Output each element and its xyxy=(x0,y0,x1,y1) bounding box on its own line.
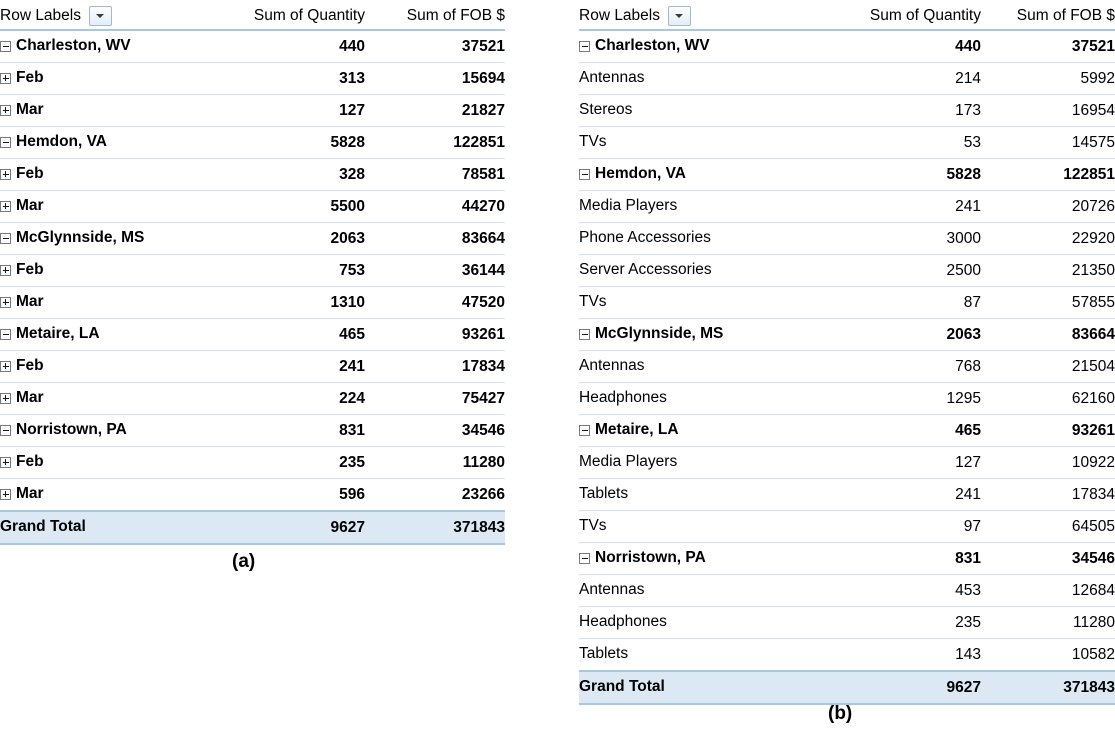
collapse-icon[interactable] xyxy=(579,41,590,52)
fob-cell: 37521 xyxy=(365,30,505,63)
row-label-text: Grand Total xyxy=(0,518,86,536)
row-label-text: Metaire, LA xyxy=(16,325,100,343)
pivot-b-header-row xyxy=(579,2,1115,30)
table-row xyxy=(579,30,1115,63)
table-row xyxy=(579,63,1115,95)
quantity-cell: 5828 xyxy=(200,127,365,159)
pivot-table-a xyxy=(0,2,505,545)
fob-cell: 44270 xyxy=(365,191,505,223)
expand-icon[interactable] xyxy=(0,361,11,372)
row-label-cell xyxy=(579,671,809,704)
table-row xyxy=(0,383,505,415)
quantity-cell: 5500 xyxy=(200,191,365,223)
row-label-cell xyxy=(579,415,809,447)
row-label-text: Metaire, LA xyxy=(595,421,679,439)
table-row xyxy=(0,127,505,159)
row-label-cell xyxy=(579,383,809,415)
row-label-text: Tablets xyxy=(579,645,629,663)
fob-cell: 16954 xyxy=(981,95,1115,127)
row-label-cell xyxy=(579,223,809,255)
row-labels-header-cell xyxy=(579,2,809,30)
table-row xyxy=(0,223,505,255)
fob-header-cell: Sum of FOB $ xyxy=(365,2,505,30)
fob-cell: 122851 xyxy=(365,127,505,159)
quantity-cell: 53 xyxy=(809,127,981,159)
row-label-text: McGlynnside, MS xyxy=(595,325,724,343)
row-label-text: Headphones xyxy=(579,613,667,631)
row-label-cell xyxy=(579,447,809,479)
fob-cell: 14575 xyxy=(981,127,1115,159)
row-label-text: Grand Total xyxy=(579,678,665,696)
table-row xyxy=(579,319,1115,351)
row-label-text: Mar xyxy=(16,101,44,119)
quantity-cell: 127 xyxy=(200,95,365,127)
quantity-cell: 1295 xyxy=(809,383,981,415)
quantity-cell: 224 xyxy=(200,383,365,415)
row-label-text: TVs xyxy=(579,293,607,311)
quantity-cell: 328 xyxy=(200,159,365,191)
fob-cell: 21827 xyxy=(365,95,505,127)
row-label-cell xyxy=(579,95,809,127)
quantity-cell: 241 xyxy=(200,351,365,383)
fob-cell: 23266 xyxy=(365,479,505,512)
quantity-cell: 831 xyxy=(200,415,365,447)
quantity-header-cell: Sum of Quantity xyxy=(200,2,365,30)
fob-cell: 62160 xyxy=(981,383,1115,415)
row-label-text: Phone Accessories xyxy=(579,229,711,247)
table-row xyxy=(579,287,1115,319)
quantity-cell: 596 xyxy=(200,479,365,512)
fob-cell: 15694 xyxy=(365,63,505,95)
quantity-cell: 2063 xyxy=(200,223,365,255)
row-label-text: Norristown, PA xyxy=(16,421,127,439)
row-label-cell xyxy=(579,319,809,351)
table-row xyxy=(0,351,505,383)
collapse-icon[interactable] xyxy=(579,553,590,564)
row-label-cell xyxy=(579,30,809,63)
row-label-cell xyxy=(579,479,809,511)
pivot-b-body xyxy=(579,2,1115,704)
quantity-cell: 5828 xyxy=(809,159,981,191)
row-label-cell xyxy=(0,159,200,191)
fob-cell: 20726 xyxy=(981,191,1115,223)
row-label-cell xyxy=(0,223,200,255)
quantity-cell: 753 xyxy=(200,255,365,287)
expand-icon[interactable] xyxy=(0,265,11,276)
quantity-cell: 235 xyxy=(809,607,981,639)
row-label-cell xyxy=(579,543,809,575)
row-label-text: Hemdon, VA xyxy=(595,165,686,183)
fob-cell: 75427 xyxy=(365,383,505,415)
quantity-cell: 465 xyxy=(809,415,981,447)
quantity-cell: 9627 xyxy=(809,671,981,704)
fob-cell: 57855 xyxy=(981,287,1115,319)
fob-cell: 34546 xyxy=(981,543,1115,575)
row-label-cell xyxy=(579,607,809,639)
row-label-cell xyxy=(0,63,200,95)
quantity-cell: 2063 xyxy=(809,319,981,351)
figure-caption-a: (a) xyxy=(232,551,256,572)
quantity-cell: 313 xyxy=(200,63,365,95)
filter-dropdown-icon[interactable] xyxy=(668,6,691,26)
row-label-text: Tablets xyxy=(579,485,629,503)
row-label-text: Feb xyxy=(16,261,44,279)
row-label-text: Media Players xyxy=(579,197,678,215)
quantity-cell: 440 xyxy=(809,30,981,63)
row-labels-header-cell xyxy=(0,2,200,30)
table-row xyxy=(579,415,1115,447)
row-label-text: Antennas xyxy=(579,581,645,599)
row-label-cell xyxy=(0,319,200,351)
fob-cell: 83664 xyxy=(365,223,505,255)
quantity-cell: 87 xyxy=(809,287,981,319)
row-label-text: Charleston, WV xyxy=(16,37,131,55)
table-row xyxy=(0,415,505,447)
collapse-icon[interactable] xyxy=(0,137,11,148)
row-label-text: Stereos xyxy=(579,101,633,119)
row-label-cell xyxy=(579,127,809,159)
fob-cell: 78581 xyxy=(365,159,505,191)
table-row xyxy=(579,511,1115,543)
collapse-icon[interactable] xyxy=(579,329,590,340)
table-row xyxy=(579,639,1115,672)
table-row xyxy=(579,447,1115,479)
row-label-cell xyxy=(0,255,200,287)
row-label-cell xyxy=(579,287,809,319)
table-row xyxy=(0,63,505,95)
table-row xyxy=(579,127,1115,159)
table-row xyxy=(579,383,1115,415)
row-label-cell xyxy=(0,30,200,63)
table-row xyxy=(579,351,1115,383)
row-label-cell xyxy=(579,639,809,672)
expand-icon[interactable] xyxy=(0,489,11,500)
table-row xyxy=(0,30,505,63)
quantity-cell: 768 xyxy=(809,351,981,383)
fob-cell: 17834 xyxy=(365,351,505,383)
fob-cell: 10922 xyxy=(981,447,1115,479)
quantity-cell: 127 xyxy=(809,447,981,479)
row-label-cell xyxy=(0,127,200,159)
quantity-cell: 453 xyxy=(809,575,981,607)
table-row xyxy=(579,575,1115,607)
expand-icon[interactable] xyxy=(0,297,11,308)
pivot-table-b xyxy=(579,2,1115,705)
row-label-cell xyxy=(0,95,200,127)
fob-cell: 371843 xyxy=(365,511,505,544)
row-label-text: Server Accessories xyxy=(579,261,712,279)
collapse-icon[interactable] xyxy=(0,233,11,244)
fob-cell: 37521 xyxy=(981,30,1115,63)
row-labels-header-text: Row Labels xyxy=(0,6,81,24)
row-label-text: Mar xyxy=(16,293,44,311)
fob-cell: 93261 xyxy=(365,319,505,351)
row-label-cell xyxy=(579,575,809,607)
expand-icon[interactable] xyxy=(0,201,11,212)
table-row xyxy=(579,479,1115,511)
fob-header-cell: Sum of FOB $ xyxy=(981,2,1115,30)
fob-cell: 64505 xyxy=(981,511,1115,543)
collapse-icon[interactable] xyxy=(0,41,11,52)
row-label-cell xyxy=(0,383,200,415)
row-label-cell xyxy=(579,63,809,95)
fob-cell: 122851 xyxy=(981,159,1115,191)
row-labels-header-text: Row Labels xyxy=(579,6,660,24)
table-row xyxy=(0,95,505,127)
expand-icon[interactable] xyxy=(0,169,11,180)
expand-icon[interactable] xyxy=(0,73,11,84)
quantity-cell: 241 xyxy=(809,479,981,511)
fob-cell: 93261 xyxy=(981,415,1115,447)
row-label-text: TVs xyxy=(579,133,607,151)
row-label-cell xyxy=(0,479,200,512)
quantity-cell: 241 xyxy=(809,191,981,223)
fob-cell: 11280 xyxy=(365,447,505,479)
row-label-cell xyxy=(0,351,200,383)
expand-icon[interactable] xyxy=(0,393,11,404)
quantity-cell: 97 xyxy=(809,511,981,543)
figure-caption-b: (b) xyxy=(828,703,853,724)
fob-cell: 21350 xyxy=(981,255,1115,287)
quantity-cell: 2500 xyxy=(809,255,981,287)
quantity-cell: 1310 xyxy=(200,287,365,319)
row-label-text: Hemdon, VA xyxy=(16,133,107,151)
grand-total-row xyxy=(579,671,1115,704)
table-row xyxy=(0,159,505,191)
table-row xyxy=(0,319,505,351)
quantity-cell: 173 xyxy=(809,95,981,127)
quantity-cell: 440 xyxy=(200,30,365,63)
row-label-text: Feb xyxy=(16,69,44,87)
quantity-header-cell: Sum of Quantity xyxy=(809,2,981,30)
table-row xyxy=(0,479,505,512)
row-label-text: Mar xyxy=(16,485,44,503)
expand-icon[interactable] xyxy=(0,457,11,468)
table-row xyxy=(579,255,1115,287)
fob-cell: 83664 xyxy=(981,319,1115,351)
row-label-cell xyxy=(0,447,200,479)
quantity-cell: 3000 xyxy=(809,223,981,255)
fob-cell: 36144 xyxy=(365,255,505,287)
row-label-cell xyxy=(0,415,200,447)
quantity-cell: 9627 xyxy=(200,511,365,544)
expand-icon[interactable] xyxy=(0,105,11,116)
collapse-icon[interactable] xyxy=(0,329,11,340)
table-row xyxy=(579,607,1115,639)
row-label-text: Mar xyxy=(16,389,44,407)
row-label-text: TVs xyxy=(579,517,607,535)
row-label-text: Headphones xyxy=(579,389,667,407)
quantity-cell: 465 xyxy=(200,319,365,351)
row-label-text: Media Players xyxy=(579,453,678,471)
row-label-cell xyxy=(579,159,809,191)
row-label-cell xyxy=(0,511,200,544)
row-label-cell xyxy=(0,287,200,319)
grand-total-row xyxy=(0,511,505,544)
table-row xyxy=(579,543,1115,575)
table-row xyxy=(0,191,505,223)
quantity-cell: 214 xyxy=(809,63,981,95)
table-row xyxy=(579,223,1115,255)
row-label-cell xyxy=(579,511,809,543)
fob-cell: 371843 xyxy=(981,671,1115,704)
row-label-cell xyxy=(0,191,200,223)
row-label-text: Norristown, PA xyxy=(595,549,706,567)
quantity-cell: 235 xyxy=(200,447,365,479)
row-label-text: Charleston, WV xyxy=(595,37,710,55)
collapse-icon[interactable] xyxy=(0,425,11,436)
row-label-cell xyxy=(579,191,809,223)
fob-cell: 22920 xyxy=(981,223,1115,255)
quantity-cell: 831 xyxy=(809,543,981,575)
row-label-text: Antennas xyxy=(579,69,645,87)
collapse-icon[interactable] xyxy=(579,169,590,180)
table-row xyxy=(579,159,1115,191)
fob-cell: 21504 xyxy=(981,351,1115,383)
fob-cell: 10582 xyxy=(981,639,1115,672)
row-label-text: Antennas xyxy=(579,357,645,375)
filter-dropdown-icon[interactable] xyxy=(89,6,112,26)
row-label-cell xyxy=(579,255,809,287)
table-row xyxy=(579,191,1115,223)
row-label-cell xyxy=(579,351,809,383)
row-label-text: Mar xyxy=(16,197,44,215)
row-label-text: Feb xyxy=(16,165,44,183)
row-label-text: Feb xyxy=(16,357,44,375)
collapse-icon[interactable] xyxy=(579,425,590,436)
table-row xyxy=(0,447,505,479)
fob-cell: 5992 xyxy=(981,63,1115,95)
table-row xyxy=(0,287,505,319)
pivot-a-header-row xyxy=(0,2,505,30)
row-label-text: McGlynnside, MS xyxy=(16,229,145,247)
fob-cell: 17834 xyxy=(981,479,1115,511)
table-row xyxy=(0,255,505,287)
row-label-text: Feb xyxy=(16,453,44,471)
table-row xyxy=(579,95,1115,127)
pivot-a-body xyxy=(0,2,505,544)
fob-cell: 12684 xyxy=(981,575,1115,607)
fob-cell: 34546 xyxy=(365,415,505,447)
fob-cell: 47520 xyxy=(365,287,505,319)
quantity-cell: 143 xyxy=(809,639,981,672)
fob-cell: 11280 xyxy=(981,607,1115,639)
